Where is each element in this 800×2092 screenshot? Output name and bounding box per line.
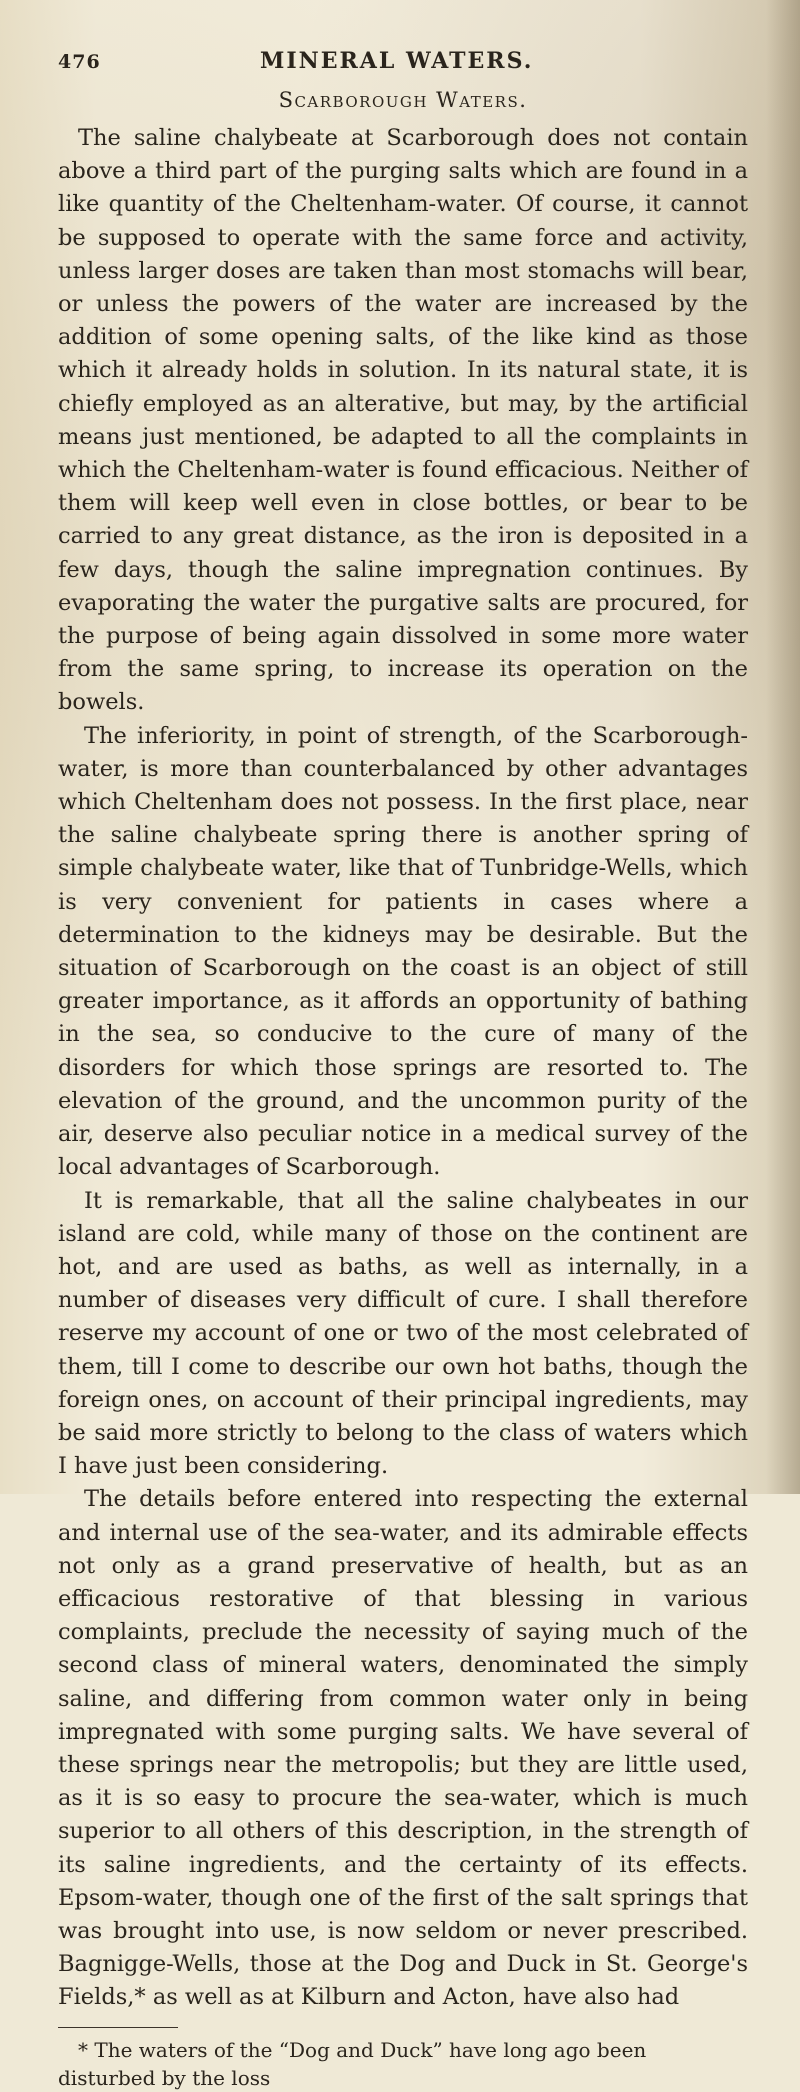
paragraph-4: The details before entered into respecting the external and internal use of the sea-water, and its admirable effects not only as a grand preservative of health, but as an efficacious restorative of that blessing in various complaints, preclude the necessity of saying much of the second class of mineral waters, denominated the simply saline, and differing from common water only in being impregnated with some purging salts. We have several of these springs near the metropolis; but they are little used, as it is so easy to procure the sea-water, which is much superior to all others of this description, in the strength of its saline ingredients, and the certainty of its effects. Epsom-water, though one of the first of the salt springs that was brought into use, is now seldom or never prescribed. Bagnigge-Wells, those at the Dog and Duck in St. George's Fields,* as well as at Kilburn and Acton, have also had <box>58 1486 748 2011</box>
paragraph-3: It is remarkable, that all the saline chalybeates in our island are cold, while many of those on the continent are hot, and are used as baths, as well as internally, in a number of diseases very difficult of cure. I shall therefore reserve my account of one or two of the most celebrated of them, till I come to describe our own hot baths, though the foreign ones, on account of their principal ingredients, may be said more strictly to belong to the class of waters which I have just been considering. <box>58 1187 748 1480</box>
footnote-rule <box>58 2027 178 2028</box>
running-head <box>58 48 748 82</box>
footnote: * The waters of the “Dog and Duck” have long ago been disturbed by the loss <box>58 2037 647 2090</box>
page-number: 476 <box>58 51 101 73</box>
paragraph-2: The inferiority, in point of strength, of the Scarborough-water, is more than counterbalanced by other advantages which Cheltenham does not possess. In the first place, near the saline chalybeate spring there is another spring of simple chalybeate water, like that of Tunbridge-Wells, which is very convenient for patients in cases where a determination to the kidneys may be desirable. But the situation of Scarborough on the coast is an object of still greater importance, as it affords an opportunity of bathing in the sea, so conducive to the cure of many of the disorders for which those springs are resorted to. The elevation of the ground, and the uncommon purity of the air, deserve also peculiar notice in a medical survey of the local advantages of Scarborough. <box>58 722 748 1181</box>
paragraph-1: The saline chalybeate at Scarborough does not contain above a third part of the purging salts which are found in a like quantity of the Cheltenham-water. Of course, it cannot be supposed to operate with the same force and activity, unless larger doses are taken than most stomachs will bear, or unless the powers of the water are increased by the addition of some opening salts, of the like kind as those which it already holds in solution. In its natural state, it is chiefly employed as an alterative, but may, by the artificial means just mentioned, be adapted to all the complaints in which the Cheltenham-water is found efficacious. Neither of them will keep well even in close bottles, or bear to be carried to any great distance, as the iron is deposited in a few days, though the saline impregnation continues. By evaporating the water the purgative salts are procured, for the purpose of being again dissolved in some more water from the same spring, to increase its operation on the bowels. <box>58 125 748 716</box>
section-heading: Scarborough Waters. <box>278 88 528 112</box>
page-spine-shadow <box>766 0 800 1494</box>
body-text <box>58 122 748 2015</box>
running-title: MINERAL WATERS. <box>260 48 534 74</box>
